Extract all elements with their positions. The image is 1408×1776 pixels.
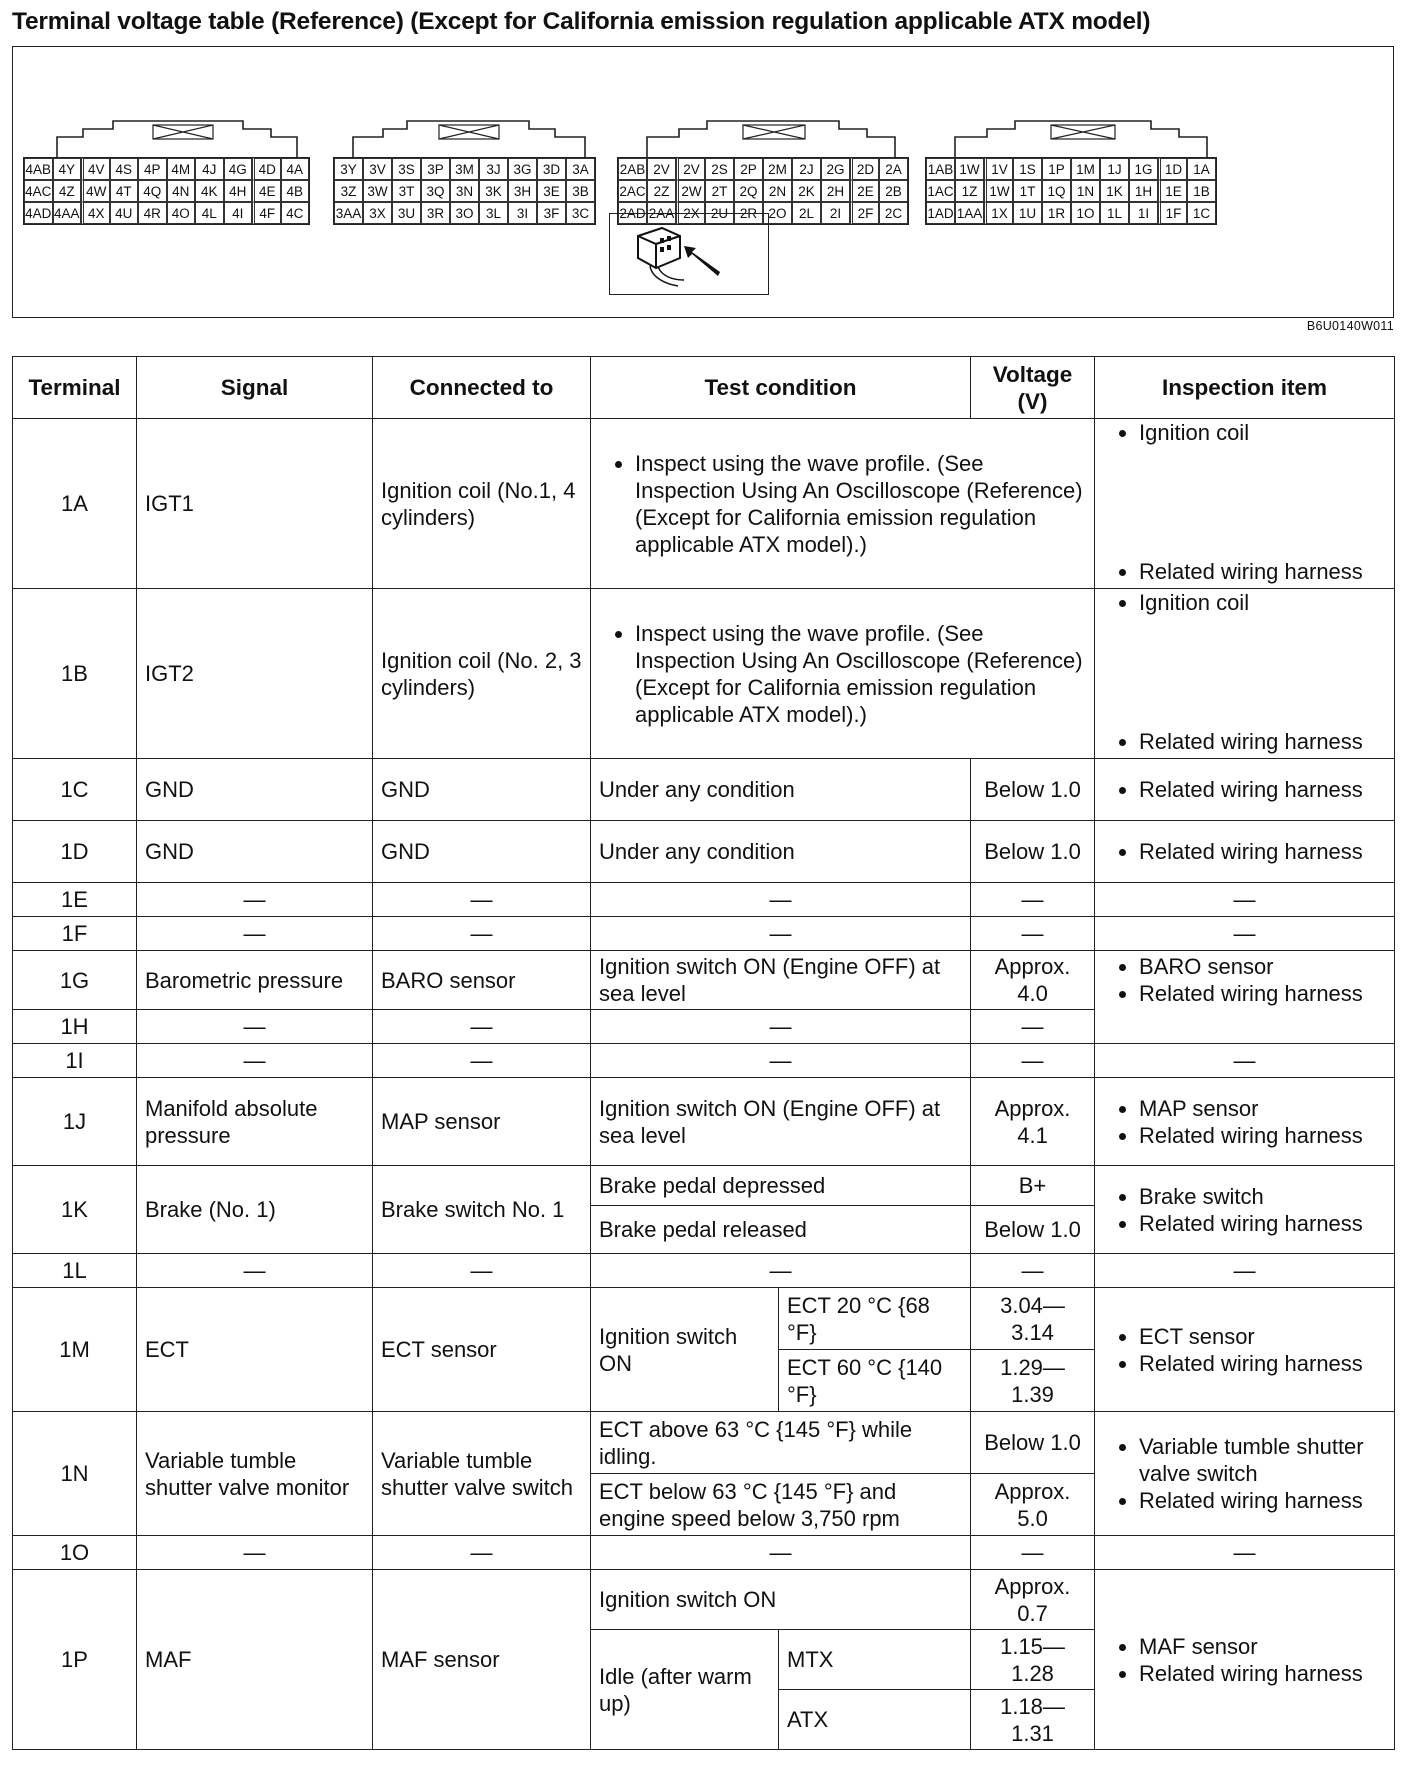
connected-cell: MAF sensor	[373, 1570, 591, 1750]
connector-pin: 4N	[167, 180, 196, 202]
pin-grid	[333, 157, 596, 225]
inspection-cell	[1095, 589, 1395, 759]
table-row	[13, 1254, 1395, 1288]
connector-pin: 1AD	[926, 202, 955, 224]
terminal-cell: 1D	[13, 821, 137, 883]
connector-pin: 3B	[566, 180, 595, 202]
header-voltage: Voltage (V)	[971, 357, 1095, 419]
connector-pin: 2T	[705, 180, 734, 202]
inspection-item: • BARO sensor	[1139, 953, 1386, 980]
connector-pin: 4H	[224, 180, 253, 202]
header-connected: Connected to	[373, 357, 591, 419]
connector-pin: 1G	[1129, 158, 1158, 180]
voltage-cell: 1.15—1.28	[971, 1630, 1095, 1690]
connector-3	[323, 107, 605, 229]
voltage-cell: B+	[971, 1166, 1095, 1206]
connector-pin: 3J	[479, 158, 508, 180]
connector-pin: 3X	[363, 202, 392, 224]
inspection-cell	[1095, 821, 1395, 883]
dash-cell: —	[591, 883, 971, 917]
connector-pin: 3P	[421, 158, 450, 180]
inspection-cell	[1095, 1570, 1395, 1750]
connected-cell: Variable tumble shutter valve switch	[373, 1412, 591, 1536]
connector-pin: 2V	[676, 158, 705, 180]
dash-cell: —	[373, 917, 591, 951]
connected-cell: GND	[373, 759, 591, 821]
dash-cell: —	[591, 1254, 971, 1288]
test-cell: Brake pedal released	[591, 1206, 971, 1254]
connector-pin: 1AA	[955, 202, 984, 224]
connector-pin: 4I	[224, 202, 253, 224]
inspection-cell	[1095, 419, 1395, 589]
test-cell: Brake pedal depressed	[591, 1166, 971, 1206]
connector-pin: 3G	[508, 158, 537, 180]
connector-1	[915, 107, 1231, 229]
table-row	[13, 821, 1395, 883]
voltage-cell: Below 1.0	[971, 759, 1095, 821]
connector-probe-icon	[610, 214, 768, 294]
terminal-cell: 1B	[13, 589, 137, 759]
dash-cell: —	[971, 883, 1095, 917]
connector-pin: 4S	[110, 158, 139, 180]
table-row	[13, 589, 1395, 759]
connector-pin: 1AB	[926, 158, 955, 180]
connector-pin: 4U	[110, 202, 139, 224]
pin-grid	[925, 157, 1217, 225]
connector-pin: 3M	[450, 158, 479, 180]
test-cell: Under any condition	[591, 821, 971, 883]
dash-cell: —	[591, 1536, 971, 1570]
voltage-cell: 1.29—1.39	[971, 1350, 1095, 1412]
inspection-item: • Related wiring harness	[1139, 1122, 1386, 1149]
harness-side-view	[609, 213, 769, 295]
connector-pin: 4Y	[53, 158, 82, 180]
connector-pin: 3H	[508, 180, 537, 202]
dash-cell: —	[1095, 1536, 1395, 1570]
test-cell: Ignition switch ON (Engine OFF) at sea level	[591, 1078, 971, 1166]
connector-pin: 1R	[1042, 202, 1071, 224]
voltage-cell: Approx. 0.7	[971, 1570, 1095, 1630]
connector-pin: 4V	[81, 158, 110, 180]
connector-pin: 1E	[1158, 180, 1187, 202]
connector-diagram	[12, 46, 1394, 318]
signal-cell: Manifold absolute pressure	[137, 1078, 373, 1166]
connector-pin: 2AB	[618, 158, 647, 180]
inspection-item: • Ignition coil	[1139, 419, 1386, 446]
terminal-cell: 1M	[13, 1288, 137, 1412]
connector-pin: 1O	[1071, 202, 1100, 224]
connector-pin: 1W	[955, 158, 984, 180]
connector-pin: 2E	[850, 180, 879, 202]
connector-pin: 2X	[676, 202, 705, 224]
connector-pin: 3L	[479, 202, 508, 224]
connector-pin: 2J	[792, 158, 821, 180]
test-cell	[591, 589, 1095, 759]
connector-pin: 4J	[195, 158, 224, 180]
inspection-item: • Related wiring harness	[1139, 1210, 1386, 1237]
test-text: • Inspect using the wave profile. (See Inspection Using An Oscilloscope (Reference) (Except for California emission regulation applicable ATX model).)	[635, 620, 1086, 728]
connector-pin: 2K	[792, 180, 821, 202]
dash-cell: —	[591, 1010, 971, 1044]
terminal-cell: 1O	[13, 1536, 137, 1570]
header-test: Test condition	[591, 357, 971, 419]
connector-pin: 1L	[1100, 202, 1129, 224]
dash-cell: —	[971, 1044, 1095, 1078]
connector-pin: 4AC	[24, 180, 53, 202]
header-inspection: Inspection item	[1095, 357, 1395, 419]
connector-pin: 3O	[450, 202, 479, 224]
signal-cell: Brake (No. 1)	[137, 1166, 373, 1254]
inspection-item: • Ignition coil	[1139, 589, 1386, 616]
dash-cell: —	[1095, 1254, 1395, 1288]
connector-pin: 3AA	[334, 202, 363, 224]
connector-pin: 1Q	[1042, 180, 1071, 202]
connector-pin: 2C	[879, 202, 908, 224]
connector-pin: 4K	[195, 180, 224, 202]
inspection-item: • Variable tumble shutter valve switch	[1139, 1433, 1386, 1487]
connector-pin: 2I	[821, 202, 850, 224]
table-row	[13, 951, 1395, 1010]
connector-pin: 4L	[195, 202, 224, 224]
table-row	[13, 1078, 1395, 1166]
connector-pin: 4D	[252, 158, 281, 180]
signal-cell: Variable tumble shutter valve monitor	[137, 1412, 373, 1536]
signal-cell: MAF	[137, 1570, 373, 1750]
inspection-cell	[1095, 1288, 1395, 1412]
connector-pin: 3W	[363, 180, 392, 202]
dash-cell: —	[1095, 1044, 1395, 1078]
figure-reference: B6U0140W011	[1306, 319, 1394, 333]
dash-cell: —	[373, 1044, 591, 1078]
connector-pin: 3E	[537, 180, 566, 202]
voltage-cell: Below 1.0	[971, 1412, 1095, 1474]
connected-cell: Ignition coil (No.1, 4 cylinders)	[373, 419, 591, 589]
table-header-row	[13, 357, 1395, 419]
connector-pin: 2A	[879, 158, 908, 180]
dash-cell: —	[373, 1010, 591, 1044]
connector-pin: 3F	[537, 202, 566, 224]
connector-pin: 3K	[479, 180, 508, 202]
connector-pin: 1M	[1071, 158, 1100, 180]
connector-pin: 1A	[1187, 158, 1216, 180]
connector-pin: 3S	[392, 158, 421, 180]
terminal-cell: 1G	[13, 951, 137, 1010]
voltage-cell: Approx. 4.0	[971, 951, 1095, 1010]
inspection-item: • Related wiring harness	[1139, 728, 1386, 755]
test-cell: Ignition switch ON	[591, 1288, 779, 1412]
voltage-cell: 1.18—1.31	[971, 1690, 1095, 1750]
connector-pin: 2Q	[734, 180, 763, 202]
terminal-voltage-table	[12, 356, 1395, 1750]
connector-pin: 4O	[167, 202, 196, 224]
connector-pin: 2D	[850, 158, 879, 180]
inspection-cell	[1095, 759, 1395, 821]
connector-pin: 1F	[1158, 202, 1187, 224]
connected-cell: Ignition coil (No. 2, 3 cylinders)	[373, 589, 591, 759]
connector-pin: 3C	[566, 202, 595, 224]
page-title: Terminal voltage table (Reference) (Except for California emission regulation applicable ATX model)	[12, 8, 1151, 35]
connector-pin: 4C	[281, 202, 310, 224]
test-cell: Idle (after warm up)	[591, 1630, 779, 1750]
connector-pin: 3A	[566, 158, 595, 180]
voltage-cell: Approx. 5.0	[971, 1474, 1095, 1536]
test-subcondition: ECT 60 °C {140 °F}	[779, 1350, 971, 1412]
table-row	[13, 1166, 1395, 1206]
voltage-cell: Below 1.0	[971, 821, 1095, 883]
inspection-cell	[1095, 1166, 1395, 1254]
connector-pin: 2R	[734, 202, 763, 224]
connector-pin: 1T	[1013, 180, 1042, 202]
dash-cell: —	[971, 917, 1095, 951]
table-row	[13, 419, 1395, 589]
connector-pin: 4R	[138, 202, 167, 224]
connector-pin: 2M	[763, 158, 792, 180]
connected-cell: GND	[373, 821, 591, 883]
connector-pin: 1C	[1187, 202, 1216, 224]
connector-pin: 2W	[676, 180, 705, 202]
test-cell	[591, 419, 1095, 589]
dash-cell: —	[137, 883, 373, 917]
connector-pin: 4T	[110, 180, 139, 202]
connector-pin: 1J	[1100, 158, 1129, 180]
connector-pin: 4AB	[24, 158, 53, 180]
connector-pin: 1U	[1013, 202, 1042, 224]
connector-pin: 2Z	[647, 180, 676, 202]
terminal-cell: 1P	[13, 1570, 137, 1750]
test-cell: Ignition switch ON (Engine OFF) at sea level	[591, 951, 971, 1010]
connector-pin: 1P	[1042, 158, 1071, 180]
connector-pin: 2B	[879, 180, 908, 202]
connector-pin: 3Y	[334, 158, 363, 180]
inspection-item: • Related wiring harness	[1139, 1660, 1386, 1687]
voltage-cell: Approx. 4.1	[971, 1078, 1095, 1166]
test-subcondition: MTX	[779, 1630, 971, 1690]
connector-pin: 2O	[763, 202, 792, 224]
signal-cell: ECT	[137, 1288, 373, 1412]
connector-pin: 2G	[821, 158, 850, 180]
connector-pin: 1S	[1013, 158, 1042, 180]
dash-cell: —	[971, 1010, 1095, 1044]
connector-pin: 4E	[252, 180, 281, 202]
inspection-cell	[1095, 1412, 1395, 1536]
terminal-cell: 1E	[13, 883, 137, 917]
connector-pin: 4X	[81, 202, 110, 224]
connector-pin: 2V	[647, 158, 676, 180]
voltage-cell: 3.04—3.14	[971, 1288, 1095, 1350]
test-subcondition: ECT 20 °C {68 °F}	[779, 1288, 971, 1350]
connector-2	[607, 107, 919, 229]
connector-pin: 3T	[392, 180, 421, 202]
connector-pin: 1N	[1071, 180, 1100, 202]
connector-pin: 1D	[1158, 158, 1187, 180]
pin-grid	[23, 157, 310, 225]
inspection-item: • MAP sensor	[1139, 1095, 1386, 1122]
connected-cell: MAP sensor	[373, 1078, 591, 1166]
inspection-item: • Related wiring harness	[1139, 1487, 1386, 1514]
signal-cell: Barometric pressure	[137, 951, 373, 1010]
table-row	[13, 883, 1395, 917]
terminal-cell: 1C	[13, 759, 137, 821]
connector-pin: 1W	[984, 180, 1013, 202]
connector-pin: 4B	[281, 180, 310, 202]
table-row	[13, 759, 1395, 821]
dash-cell: —	[137, 917, 373, 951]
connected-cell: Brake switch No. 1	[373, 1166, 591, 1254]
test-cell: Ignition switch ON	[591, 1570, 971, 1630]
inspection-cell	[1095, 951, 1395, 1044]
dash-cell: —	[971, 1254, 1095, 1288]
connector-pin: 3V	[363, 158, 392, 180]
terminal-cell: 1I	[13, 1044, 137, 1078]
connector-pin: 4AA	[53, 202, 82, 224]
connector-pin: 4M	[167, 158, 196, 180]
signal-cell: GND	[137, 821, 373, 883]
connector-pin: 3U	[392, 202, 421, 224]
inspection-item: • Related wiring harness	[1139, 838, 1386, 865]
inspection-cell	[1095, 1078, 1395, 1166]
connector-pin: 1I	[1129, 202, 1158, 224]
table-row	[13, 1570, 1395, 1630]
table-row	[13, 1288, 1395, 1350]
connector-pin: 3D	[537, 158, 566, 180]
terminal-cell: 1J	[13, 1078, 137, 1166]
dash-cell: —	[373, 1536, 591, 1570]
connector-pin: 4G	[224, 158, 253, 180]
connector-pin: 4W	[81, 180, 110, 202]
dash-cell: —	[591, 1044, 971, 1078]
table-row	[13, 1536, 1395, 1570]
dash-cell: —	[971, 1536, 1095, 1570]
connector-pin: 3R	[421, 202, 450, 224]
dash-cell: —	[1095, 917, 1395, 951]
connector-pin: 4AD	[24, 202, 53, 224]
table-row	[13, 917, 1395, 951]
connector-pin: 1K	[1100, 180, 1129, 202]
inspection-item: • Related wiring harness	[1139, 776, 1386, 803]
connector-pin: 3I	[508, 202, 537, 224]
connected-cell: ECT sensor	[373, 1288, 591, 1412]
terminal-cell: 1K	[13, 1166, 137, 1254]
inspection-item: • Brake switch	[1139, 1183, 1386, 1210]
connector-pin: 2U	[705, 202, 734, 224]
dash-cell: —	[137, 1010, 373, 1044]
connector-pin: 1V	[984, 158, 1013, 180]
test-cell: Under any condition	[591, 759, 971, 821]
connector-pin: 1X	[984, 202, 1013, 224]
terminal-cell: 1F	[13, 917, 137, 951]
dash-cell: —	[591, 917, 971, 951]
connector-pin: 3Z	[334, 180, 363, 202]
connector-pin: 4Z	[53, 180, 82, 202]
connector-pin: 2F	[850, 202, 879, 224]
connector-pin: 3N	[450, 180, 479, 202]
connector-pin: 2AD	[618, 202, 647, 224]
terminal-cell: 1H	[13, 1010, 137, 1044]
terminal-cell: 1A	[13, 419, 137, 589]
table-row	[13, 1412, 1395, 1474]
dash-cell: —	[1095, 883, 1395, 917]
test-cell: ECT above 63 °C {145 °F} while idling.	[591, 1412, 971, 1474]
connector-pin: 2AA	[647, 202, 676, 224]
connector-pin: 1B	[1187, 180, 1216, 202]
dash-cell: —	[137, 1536, 373, 1570]
test-text: • Inspect using the wave profile. (See Inspection Using An Oscilloscope (Reference) (Except for California emission regulation applicable ATX model).)	[635, 450, 1086, 558]
voltage-cell: Below 1.0	[971, 1206, 1095, 1254]
signal-cell: GND	[137, 759, 373, 821]
table-row	[13, 1044, 1395, 1078]
dash-cell: —	[137, 1254, 373, 1288]
connector-pin: 3Q	[421, 180, 450, 202]
connector-pin: 2L	[792, 202, 821, 224]
signal-cell: IGT2	[137, 589, 373, 759]
connector-4	[13, 107, 323, 229]
dash-cell: —	[373, 1254, 591, 1288]
dash-cell: —	[137, 1044, 373, 1078]
inspection-item: • ECT sensor	[1139, 1323, 1386, 1350]
connector-pin: 2S	[705, 158, 734, 180]
connected-cell: BARO sensor	[373, 951, 591, 1010]
header-signal: Signal	[137, 357, 373, 419]
connector-pin: 2P	[734, 158, 763, 180]
dash-cell: —	[373, 883, 591, 917]
connector-pin: 2N	[763, 180, 792, 202]
signal-cell: IGT1	[137, 419, 373, 589]
header-terminal: Terminal	[13, 357, 137, 419]
test-cell: ECT below 63 °C {145 °F} and engine speed below 3,750 rpm	[591, 1474, 971, 1536]
inspection-item: • MAF sensor	[1139, 1633, 1386, 1660]
test-subcondition: ATX	[779, 1690, 971, 1750]
inspection-item: • Related wiring harness	[1139, 558, 1386, 585]
inspection-item: • Related wiring harness	[1139, 1350, 1386, 1377]
connector-pin: 4Q	[138, 180, 167, 202]
connector-pin: 4F	[252, 202, 281, 224]
terminal-cell: 1N	[13, 1412, 137, 1536]
connector-pin: 1Z	[955, 180, 984, 202]
connector-pin: 1H	[1129, 180, 1158, 202]
terminal-cell: 1L	[13, 1254, 137, 1288]
connector-pin: 1AC	[926, 180, 955, 202]
connector-pin: 2AC	[618, 180, 647, 202]
connector-pin: 2H	[821, 180, 850, 202]
inspection-item: • Related wiring harness	[1139, 980, 1386, 1007]
connector-pin: 4A	[281, 158, 310, 180]
connector-pin: 4P	[138, 158, 167, 180]
